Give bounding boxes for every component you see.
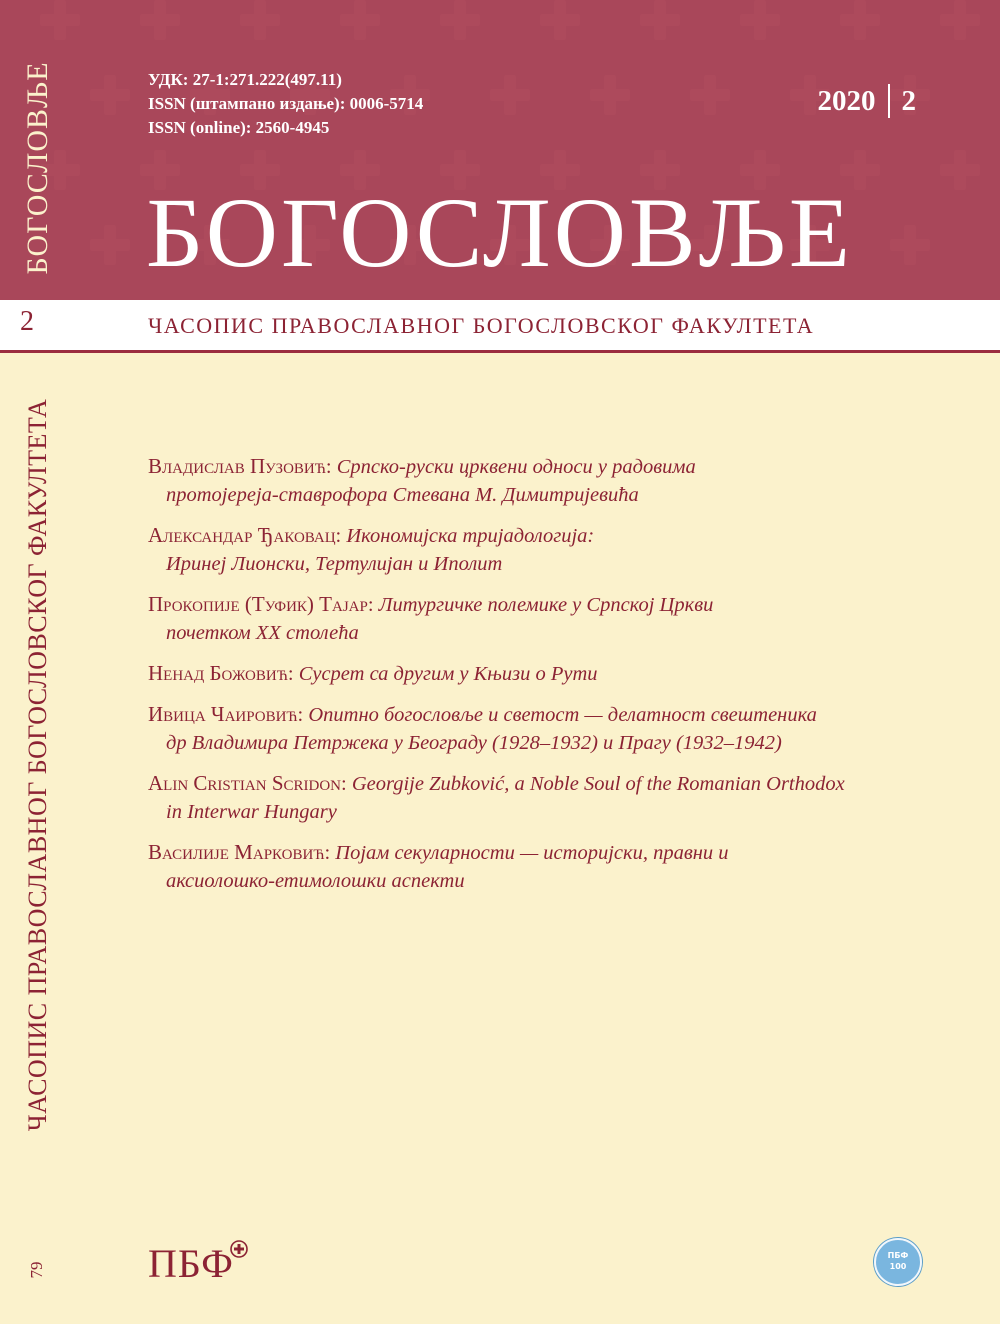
cross-mark [540,0,580,40]
toc-entry: Василије Марковић: Појам секуларности — историјски, правни и аксиолошко-етимолошки аспекти [148,838,968,895]
cross-mark [840,0,880,40]
cross-mark [940,0,980,40]
toc-entry: Ивица Чаировић: Опитно богословље и светост — делатност свештеника др Владимира Петржека у Београду (1928–1932) и Прагу (1932–1942) [148,700,968,757]
header-band [0,0,1000,300]
issue-number: 2 [901,84,916,117]
badge-text: ПБФ [887,1251,909,1260]
toc-author: Прокопије (Туфик) Тајар [148,592,368,616]
publication-meta [148,68,423,140]
udk-code: УДК: 27-1:271.222(497.11) [148,70,342,89]
strip-divider [0,350,1000,353]
table-of-contents [148,452,968,907]
issn-online: ISSN (online): 2560-4945 [148,118,330,137]
toc-title-cont: in Interwar Hungary [166,801,337,823]
spine-subtitle: ЧАСОПИС ПРАВОСЛАВНОГ БОГОСЛОВСКОГ ФАКУЛТЕТА [23,398,52,1132]
toc-title: Српско-руски црквени односи у радовима [336,456,696,478]
toc-title: Georgije Zubković, a Noble Soul of the Romanian Orthodox [351,773,845,795]
toc-title-cont: Иринеј Лионски, Тертулијан и Иполит [166,553,503,575]
toc-entry: Владислав Пузовић: Српско-руски црквени односи у радовима протојереја-ставрофора Стевана М. Димитријевића [148,452,968,509]
toc-author: Василије Марковић [148,840,325,864]
toc-title: Литургичке полемике у Српској Цркви [378,594,714,616]
cross-mark [890,225,930,265]
toc-entry: Александар Ђаковац: Икономијска тријадологија: Иринеј Лионски, Тертулијан и Иполит [148,521,968,578]
toc-title: Сусрет са другим у Књизи о Рути [298,663,598,685]
badge-number: 100 [889,1262,907,1271]
toc-title: Опитно богословље и светост — делатност свештеника [308,704,817,726]
toc-author: Alin Cristian Scridon [148,771,342,795]
faculty-logo: ПБФ [148,1241,234,1286]
cross-mark [440,0,480,40]
cross-mark [90,225,130,265]
toc-title: Појам секуларности — историјски, правни и [335,842,729,864]
cross-mark [640,0,680,40]
cross-mark [690,75,730,115]
toc-author: Александар Ђаковац [148,523,336,547]
spine-title: БОГОСЛОВЉЕ [21,61,54,275]
cross-mark [140,0,180,40]
issue-label [818,84,917,118]
cross-mark [240,0,280,40]
cross-mark [590,75,630,115]
issue-year: 2020 [817,84,876,117]
cross-mark [340,0,380,40]
cross-mark [940,150,980,190]
toc-entry: Ненад Божовић: Сусрет са другим у Књизи о Рути [148,661,598,685]
toc-title-cont: почетком XX столећа [166,622,359,644]
toc-author: Владислав Пузовић [148,454,326,478]
issue-divider [888,84,890,118]
cross-circle-icon [230,1240,248,1258]
toc-author: Ненад Божовић [148,661,288,685]
toc-title-cont: аксиолошко-етимолошки аспекти [166,870,465,892]
toc-entry: Alin Cristian Scridon: Georgije Zubković, a Noble Soul of the Romanian Orthodox in Interwar Hungary [148,769,968,826]
journal-subtitle: ЧАСОПИС ПРАВОСЛАВНОГ БОГОСЛОВСКОГ ФАКУЛТЕТА [148,313,815,338]
spine-issue-number: 2 [20,306,34,337]
toc-author: Ивица Чаировић [148,702,298,726]
cross-mark [90,75,130,115]
toc-entry: Прокопије (Туфик) Тајар: Литургичке полемике у Српској Цркви почетком XX столећа [148,590,968,647]
toc-title: Икономијска тријадологија: [346,525,595,547]
cross-mark [740,0,780,40]
cross-mark [40,0,80,40]
spine-page-number: 79 [27,1261,46,1279]
toc-title-cont: протојереја-ставрофора Стевана М. Димитријевића [166,484,639,506]
cross-mark [490,75,530,115]
toc-title-cont: др Владимира Петржека у Београду (1928–1932) и Прагу (1932–1942) [166,732,782,754]
journal-title: БОГОСЛОВЉЕ [146,177,853,288]
issn-print: ISSN (штампано издање): 0006-5714 [148,94,424,113]
anniversary-badge-icon [874,1238,922,1286]
